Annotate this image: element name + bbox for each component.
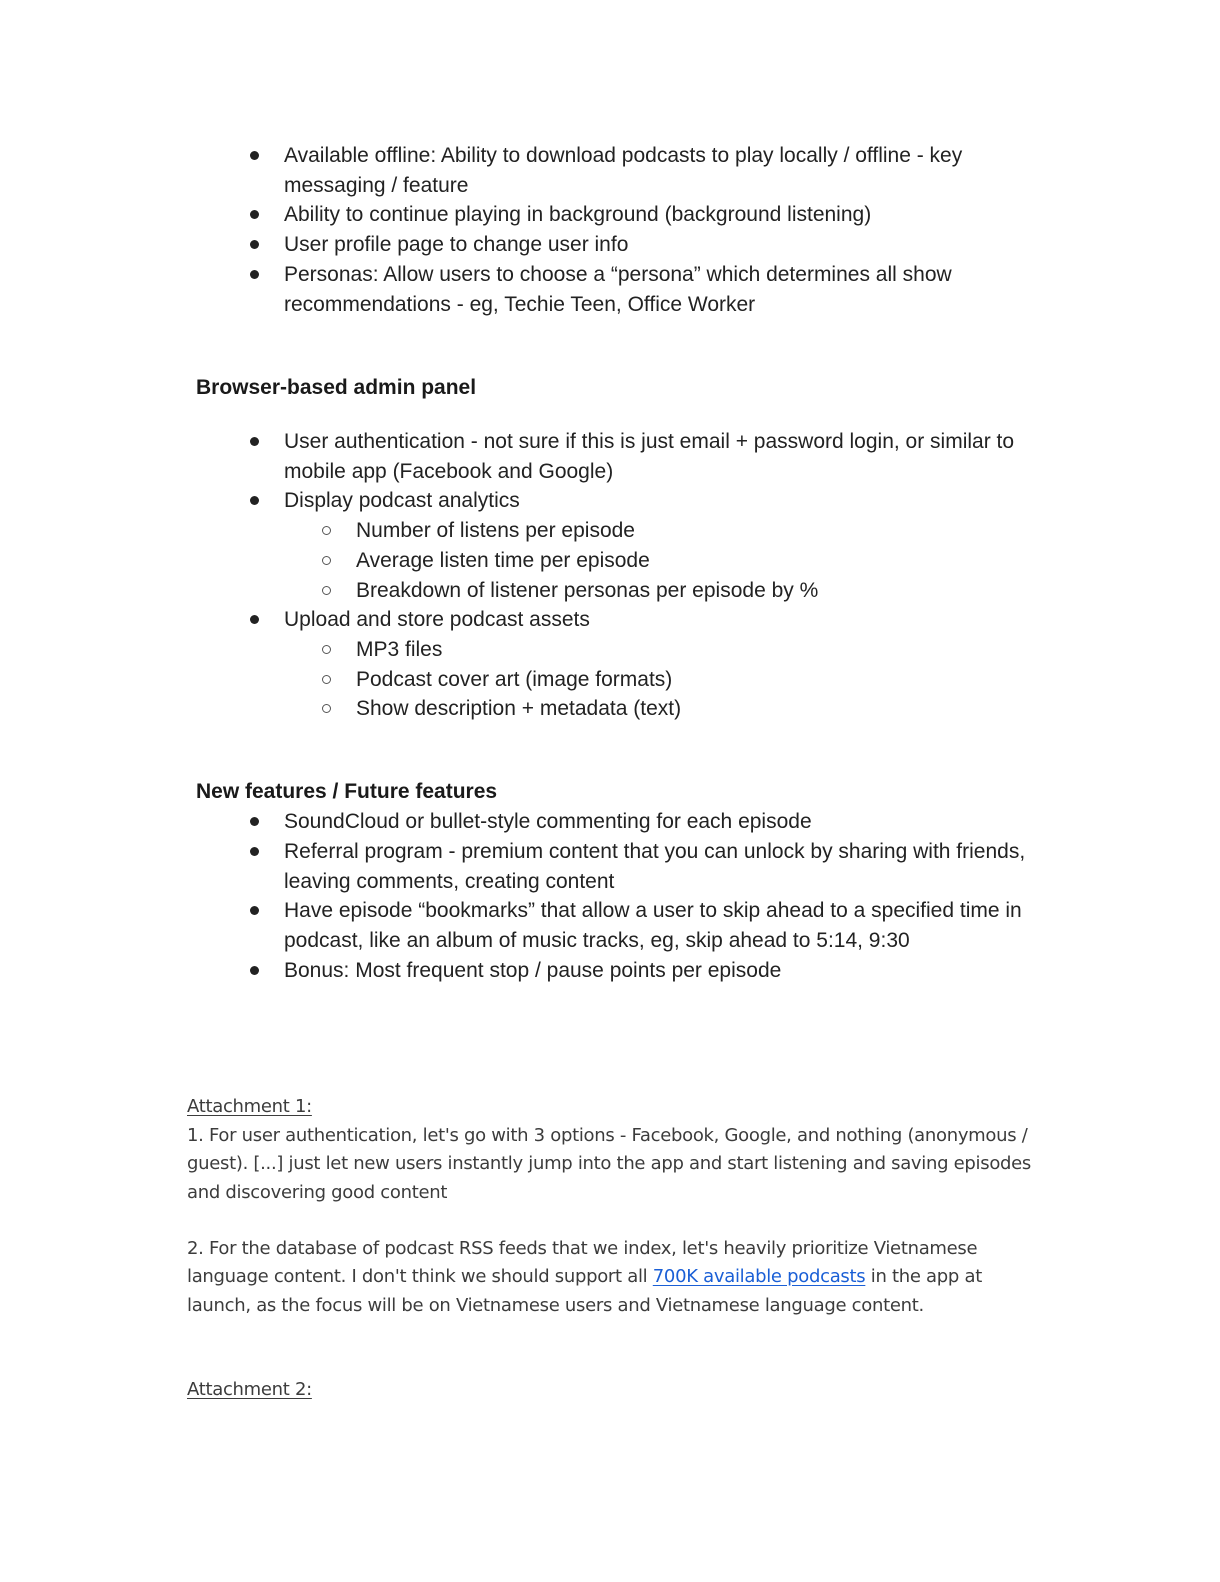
list-item-text: Display podcast analytics <box>284 489 520 512</box>
paragraph-line: 2. For the database of podcast RSS feeds that we index, let's heavily prioritize Vietnamese <box>187 1238 978 1259</box>
list-item-text: podcast, like an album of music tracks, eg, skip ahead to 5:14, 9:30 <box>284 929 910 952</box>
sub-bullet-icon <box>322 546 331 576</box>
list-item-text: Referral program - premium content that you can unlock by sharing with friends, <box>284 840 1026 863</box>
sub-list-item-text: Podcast cover art (image formats) <box>356 668 673 691</box>
sub-bullet-icon <box>322 635 331 665</box>
bullet-icon <box>250 956 259 986</box>
paragraph-line: guest). [...] just let new users instantly jump into the app and start listening and saving episodes <box>187 1153 1032 1174</box>
list-item-text: Ability to continue playing in background (background listening) <box>284 203 872 226</box>
bullet-icon <box>250 200 259 230</box>
sub-bullet-icon <box>322 516 331 546</box>
bullet-icon <box>250 837 259 867</box>
paragraph-line: launch, as the focus will be on Vietnamese users and Vietnamese language content. <box>187 1295 924 1316</box>
section-heading-admin-panel: Browser-based admin panel <box>196 376 477 399</box>
bullet-icon <box>250 260 259 290</box>
bullet-icon <box>250 141 259 171</box>
bullet-icon <box>250 427 259 457</box>
bullet-icon <box>250 486 259 516</box>
sub-list-item-text: MP3 files <box>356 638 443 661</box>
bullet-icon <box>250 896 259 926</box>
attachment-2-title: Attachment 2: <box>187 1379 312 1400</box>
list-item-text: messaging / feature <box>284 174 469 197</box>
sub-bullet-icon <box>322 665 331 695</box>
paragraph-text: language content. I don't think we should support all <box>187 1266 653 1287</box>
sub-bullet-icon <box>322 694 331 724</box>
paragraph-text: in the app at <box>865 1266 982 1287</box>
list-item-text: recommendations - eg, Techie Teen, Office Worker <box>284 293 756 316</box>
list-item-text: Have episode “bookmarks” that allow a user to skip ahead to a specified time in <box>284 899 1022 922</box>
sub-list-item-text: Show description + metadata (text) <box>356 697 682 720</box>
list-item-text: User authentication - not sure if this is just email + password login, or similar to <box>284 430 1015 453</box>
paragraph-line <box>187 1263 982 1292</box>
section-heading-future-features: New features / Future features <box>196 780 498 803</box>
list-item-text: Bonus: Most frequent stop / pause points per episode <box>284 959 782 982</box>
sub-list-item-text: Average listen time per episode <box>356 549 650 572</box>
list-item-text: Upload and store podcast assets <box>284 608 590 631</box>
list-item-text: Personas: Allow users to choose a “persona” which determines all show <box>284 263 952 286</box>
sub-list-item-text: Breakdown of listener personas per episode by % <box>356 579 819 602</box>
list-item-text: mobile app (Facebook and Google) <box>284 460 614 483</box>
attachment-1-title: Attachment 1: <box>187 1096 312 1117</box>
bullet-icon <box>250 230 259 260</box>
bullet-icon <box>250 807 259 837</box>
sub-bullet-icon <box>322 576 331 606</box>
bullet-icon <box>250 605 259 635</box>
paragraph-line: and discovering good content <box>187 1182 448 1203</box>
podcasts-link[interactable]: 700K available podcasts <box>652 1266 866 1287</box>
list-item-text: leaving comments, creating content <box>284 870 615 893</box>
sub-list-item-text: Number of listens per episode <box>356 519 635 542</box>
paragraph-line: 1. For user authentication, let's go with 3 options - Facebook, Google, and nothing (anonymous / <box>187 1125 1028 1146</box>
list-item-text: SoundCloud or bullet-style commenting for each episode <box>284 810 812 833</box>
list-item-text: User profile page to change user info <box>284 233 629 256</box>
list-item-text: Available offline: Ability to download podcasts to play locally / offline - key <box>284 144 963 167</box>
